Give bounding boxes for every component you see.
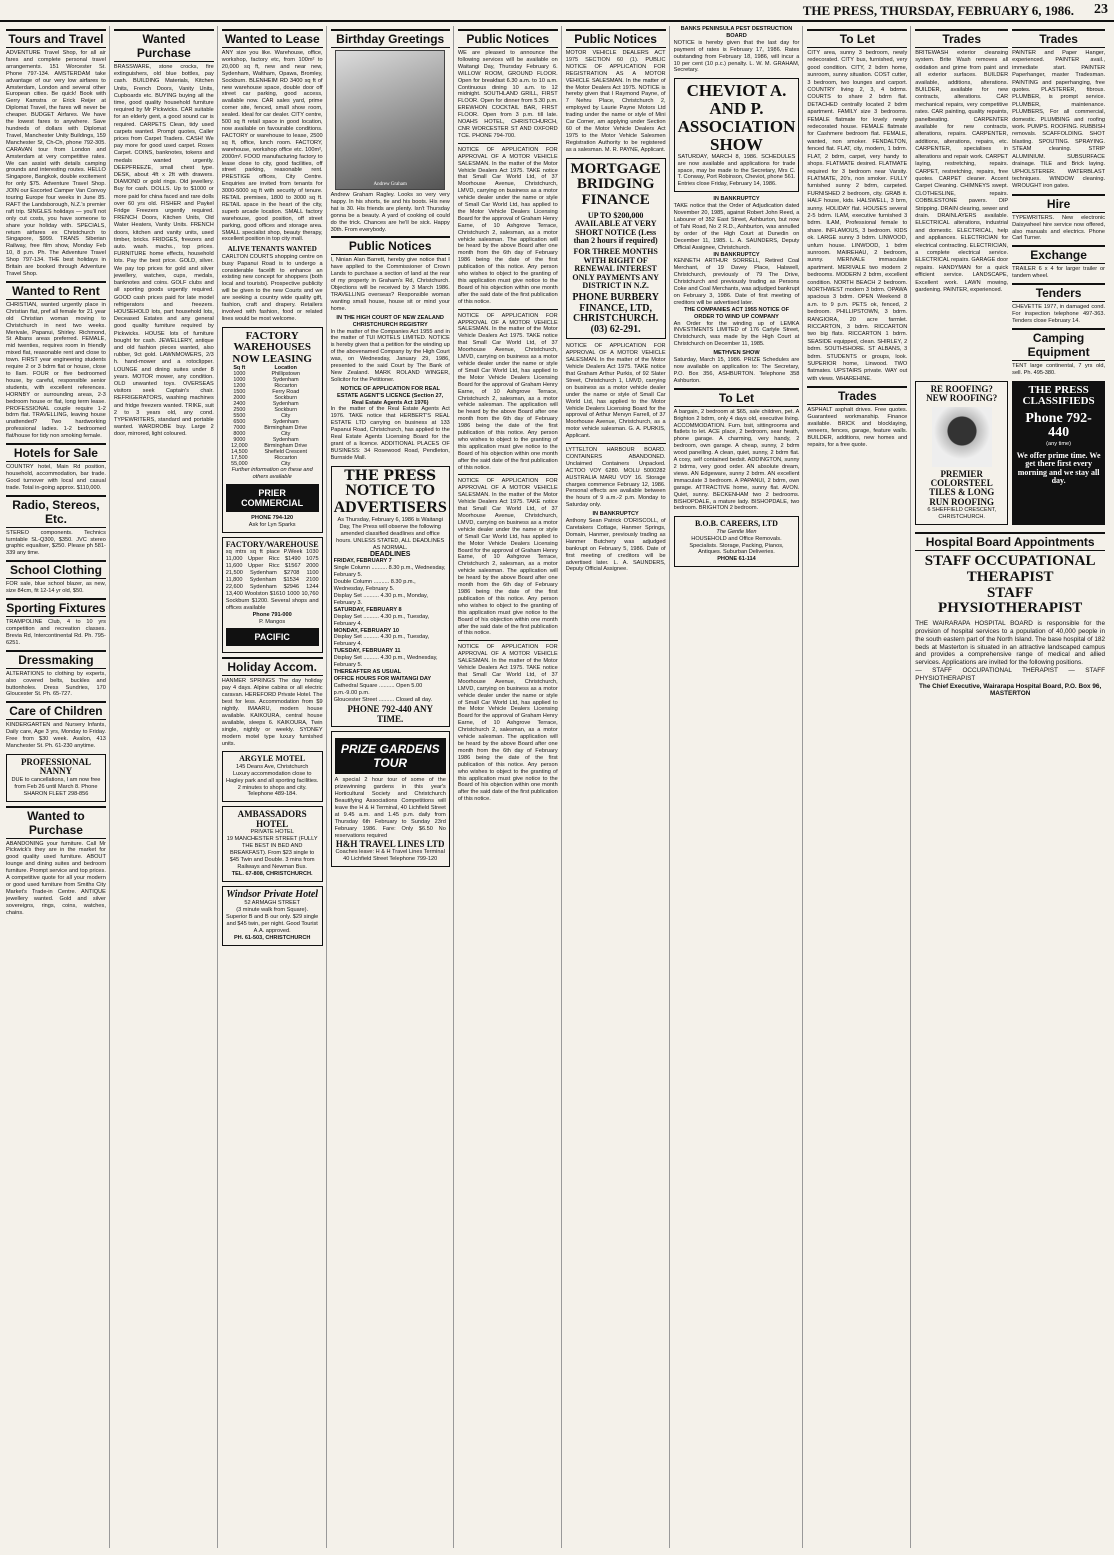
notice-text: As Thursday, February 6, 1986 is Waitangi Day, The Press will observe the following amended classified deadlines and office hours. UNLESS STATED, ALL DEADLINES AS NORMAL. bbox=[336, 517, 445, 551]
factory-cell: Birmingham Drive bbox=[264, 443, 308, 450]
nanny-heading: PROFESSIONAL NANNY bbox=[20, 756, 91, 777]
section-heading-lease: Wanted to Lease bbox=[222, 29, 323, 48]
factory-cell: 1000 bbox=[233, 377, 246, 384]
hh-logo: H&H TRAVEL LINES LTD bbox=[335, 838, 445, 849]
motor-notice-text-repeat-2: NOTICE OF APPLICATION FOR APPROVAL OF A MOTOR VEHICLE SALESMAN. In the matter of the Motor Vehicle Dealers Act 1975. TAKE notice that Small Car World Ltd, of 37 Moorhouse Avenue, Christchurch, LMVD, carrying on business as a motor vehicle dealer under the name or style of Small Car World Ltd, has applied to the Motor Vehicle Dealers Licensing Board for the approval of Graham Henry Earne, of 10 Ashgrove Terrace, Christchurch 2, salesman, as a motor vehicle salesman. The application will be heard by the above Board after one month from the 6th day of February 1986 being the date of the first publication of this notice. Any person who wishes to object to the granting of this application must give notice to the Board of his objection within one month after the said date of the first publication of this notice. bbox=[457, 478, 558, 637]
factory-cell: Sydenham bbox=[272, 419, 299, 426]
bankruptcy-heading-2: IN BANKRUPTCY bbox=[713, 196, 760, 203]
bob-tagline: The Gentle Men bbox=[716, 528, 757, 535]
to-let-listings-2: CITY area, sunny 3 bedroom, newly redecorated. CITY bus, furnished, very good condition. CITY, 2 bdrm home, sunroom, sunny situation. COST cutter, 3 bedroom, two lounges and carport. COUNTRY living 2, 3, 4 bdrms. COURTS to share 2 bdrm flat. DETACHED centrally located 2 bdrm apartment. FAMILY size 3 bedrooms. FEMALE flatmate for lovely newly redecorated house. FEMALE flatmate for Cashmere bedroom flat. FEMALE, wanted, non smoker. FENDALTON, fenced flat. FLAT, city, modern, 1 bdrm. FLAT, 2 bdrm, carpet, very handy to shops. FLATMATE desired. FLATMATE required for 3 bedroom near Varsity. FLATMATE, 20's, non smoker. FULLY furnished sunny 2 bdrm, carpeted. FURNISHED 2 bedroom, city. GRAB it. HALF house, kids. HALSWELL, 3 brm, sunny. HOLIDAY flat. HOUSES several 2-5 bdrm. ILAM, executive furnished 3 bdrm. ILAM, Professional female to share. INFLAMOUS, 3 bedroom. KIDS ok. LARGE sunny 3 bdrm. LINWOOD, unfurn house. LINWOOD, 1 bdrm sunroom. MAIREHAU, 2 bedroom, sunny. MERIVALE immaculate apartment. MERIVALE two modern 2 bedrooms. MODERN 2 bdrm, excellent condition. NORTH BEACH 2 bedroom. NORTHWEST modern 3 bdrm. OPAWA spacious 3 bdrm. OPEN Weekend 8 a.m. to 9 p.m. PETS ok, fenced, 2 bedroom. PHILLIPSTOWN, 3 bdrm. RANGIORA, 20 acre farmlet. RICCARTON, 3 bdrm. RICCARTON two big flats. RICCARTON 1 bdrm. SEASIDE equipped, clean. SHIRLEY, 2 bdrm. SOUTHSHORE. ST ALBANS, 3 bdrm. STUDENTS or groups, look. SUPERIOR home, Linwood. TWO flatmates. UPSTAIRS private. WAY out with views. WHAREHINE. bbox=[807, 50, 908, 382]
deadline-line: Display Set .......... 4.30 p.m., Wednesday, February 5. bbox=[333, 655, 438, 669]
factory-table bbox=[226, 365, 319, 467]
classifieds-text: We offer prime time. We get there first every morning and we stay all day. bbox=[1016, 451, 1101, 486]
real-estate-heading: NOTICE OF APPLICATION FOR REAL ESTATE AGENT'S LICENCE (Section 27, Real Estate Agents Act 1976) bbox=[337, 385, 444, 406]
real-estate-text: In the matter of the Real Estate Agents Act 1976. TAKE notice that HERBERT'S REAL ESTATE LTD carrying on business at 133 Papanui Road, Christchurch, has applied to the Real Estate Agents Licensing Board for the grant of a licence. ADDITIONAL PLACES OF BUSINESS: 34 Rosewood Road, Pendleton, Burnside Mall. bbox=[330, 406, 450, 461]
section-heading-radio: Radio, Stereos, Etc. bbox=[6, 495, 106, 528]
factory-cell: City bbox=[281, 413, 291, 420]
divider bbox=[458, 640, 558, 641]
deadline-line: MONDAY, FEBRUARY 10 bbox=[333, 627, 399, 634]
deadline-line: Cathedral Square .......... Open 5.00 p.m.-9.00 p.m. bbox=[333, 682, 423, 696]
methven-text: Saturday, March 15, 1986. PRIZE Schedules are now available on application to: The Secretary, P.O. Box 356, ASHBURTON. Telephone 358 Ashburton. bbox=[673, 357, 800, 384]
prier-contact: Ask for Lyn Sparks bbox=[248, 522, 296, 529]
section-heading-care: Care of Children bbox=[6, 701, 106, 720]
section-heading-hospital: Hospital Board Appointments bbox=[915, 532, 1105, 551]
classifieds-anytime: (any time) bbox=[1046, 441, 1072, 448]
factory-col-sqft: Sq ft bbox=[233, 365, 246, 372]
section-heading-to-let-2: To Let bbox=[807, 29, 907, 48]
column-3 bbox=[222, 26, 327, 1548]
prize-heading: PRIZE GARDENS TOUR bbox=[335, 738, 446, 774]
staff-physio-heading: STAFF PHYSIOTHERAPIST bbox=[938, 584, 1083, 617]
bankruptcy-text: Anthony Sean Patrick O'DRISCOLL, of Caretakers Cottage, Hanmer Springs, Domain, Hanmer, previously trading as Hanmer Butchery was adjudged bankrupt on February 5, 1986. Date of first meeting of creditors will be advertised later. L. A. SAUNDERS, Deputy Official Assignee. bbox=[565, 518, 666, 573]
column-9 bbox=[915, 26, 1108, 1548]
alive-text: CARLTON COURTS shopping centre on busy Papanui Road is to undergo a considerable facelift to enhance an existing new concept for shoppers (both local and tourists). Prospective publicity will be given to the new Courts and we are seeking a country wide quality gift, fashion, craft and drapery. Retailers involved with fashion, food or related lines would be most welcome. bbox=[221, 253, 323, 322]
column-4 bbox=[331, 26, 454, 1548]
deadline-line: OFFICE HOURS FOR WAITANGI DAY bbox=[333, 675, 432, 682]
exchange-listings: TRAILER 6 x 4 for larger trailer or tandem wheel. bbox=[1012, 266, 1106, 280]
purchase-listings: ABANDONING your furniture. Call Mr Pickwick's they are in the market for good quality used furniture. ABOUT lounge and dining suites and bedroom furniture. Prompt service and top prices. A competitive quote for all your modern or good used furniture from Smiths City Market's Trade-in Centre. ANTIQUE jewellery wanted. Gold and silver sovereigns, rings, coins, watches, chains. bbox=[6, 840, 106, 916]
public-notice-text: I, Ninian Alan Barrett, hereby give notice that I have applied to the Commissioner of Crown Lands to purchase a section of land at the rear of my property in Graham's Rd, Christchurch. Objections will be received by 3 March 1986. TRAVELLING overseas? Responsible woman wanting small house, house sit or mind your home. bbox=[330, 257, 450, 312]
bankruptcy-heading: IN BANKRUPTCY bbox=[592, 511, 639, 518]
holiday-listings: HANMER SPRINGS The day holiday pay 4 days. Alpine cabins or all electric caravan. HEREFORD Private Hotel. The best for less. Accommodation from $9 nightly. IMAARU, modern house available. KAIKOURA, central house available, sleeps 6. KAIKOURA, Twin single, nightly or weekly. SYDNEY modern motel type luxury furnished units. bbox=[221, 678, 323, 747]
deadline-line: THEREAFTER AS USUAL bbox=[333, 668, 402, 675]
factory-cell: 2500 bbox=[233, 407, 246, 414]
factory-cell: 1500 bbox=[233, 389, 246, 396]
premier-roofing-ad bbox=[915, 381, 1008, 525]
tenders-listings: CHEVETTE 1977, in damaged cond. For inspection telephone 497-363. Tenders close February 14. bbox=[1012, 304, 1106, 324]
factory-cell: 1000 bbox=[233, 371, 246, 378]
photo-caption: Andrew Graham bbox=[373, 182, 407, 187]
radio-listings: STEREO components. Technics turntable SL-Q300, $350. JVC stereo graphic equaliser, $250. Please ph 581-339 any time. bbox=[6, 529, 106, 557]
ambassadors-text: 19 MANCHESTER STREET (FULLY THE BEST IN BED AND BREAKFAST). From $23 single to $45 Twin and Double. 3 mins from Railways and Newman Bus. bbox=[226, 836, 318, 870]
notice-heading: NOTICE TO ADVERTISERS bbox=[333, 482, 447, 517]
prier-logo: PRIER COMMERCIAL bbox=[226, 484, 319, 512]
care-listings: KINDERGARTEN and Nursery Infants, Daily care, Age 3 yrs, Monday to Friday. Free from $30 week. Avalon, 413 Manchester St. Ph. 61-230 anytime. bbox=[6, 722, 106, 750]
section-heading-tours: Tours and Travel bbox=[6, 29, 106, 48]
argyle-address: 145 Deans Ave, Christchurch bbox=[235, 763, 309, 770]
bob-text: HOUSEHOLD and Office Removals. Specialists. Storage, Packing, Pianos, Antiques. Suburban Deliveries. bbox=[689, 535, 784, 556]
factory-cell: Riccarton bbox=[274, 455, 298, 462]
deadline-line: Display Set .......... 4.30 p.m., Tuesday, February 4. bbox=[333, 613, 430, 627]
notice-advertisers-ad bbox=[331, 466, 450, 728]
bob-careers-ad bbox=[674, 516, 800, 567]
column-6 bbox=[566, 26, 670, 1548]
factory-cell: Sydenham bbox=[272, 437, 299, 444]
factory-cell: 14,500 bbox=[231, 449, 248, 456]
section-heading-hotels: Hotels for Sale bbox=[6, 443, 106, 462]
factory-cell: 8000 bbox=[233, 431, 246, 438]
factory-cell: Birmingham Drive bbox=[264, 425, 308, 432]
motor-notice-text: NOTICE OF APPLICATION FOR APPROVAL OF A MOTOR VEHICLE SALESMAN. In the matter of the Motor Vehicle Dealers Act 1975. TAKE notice that Small Car World Ltd, of 37 Moorhouse Avenue, Christchurch, LMVD, carrying on business as a motor vehicle dealer under the name or style of Small Car World Ltd, has applied to the Motor Vehicle Dealers Licensing Board for the approval of Graham Henry Earne, of 10 Ashgrove Terrace, Christchurch 2, salesman, as a motor vehicle salesman. The application will be heard by the above Board after one month from the 6th day of February 1986 being the date of the first publication of this notice. Any person who wishes to object to the granting of this application must give notice to the Board of his objection within one month after the said date of the first publication of this notice. bbox=[457, 146, 558, 305]
hotels-listings: COUNTRY hotel, Main Rd position, household, accommodation, bar trade. Good turnover with local and casual trade. Total in-going approx. $110,000. bbox=[6, 464, 106, 491]
deadline-line: TUESDAY, FEBRUARY 11 bbox=[333, 648, 401, 655]
factory-cell: City bbox=[281, 461, 291, 468]
divider bbox=[458, 309, 558, 310]
birthday-text: Andrew Graham Ragley. Looks so very very happy. In his shorts, tie and his boots. His new hat is 30. His friends are plenty. Isn't Thursday gonna be a beauty. A yard of cooking oil could do the trick. Chances are he'll be sick. Happy 30th. From everybody. bbox=[330, 192, 450, 233]
column-5 bbox=[458, 26, 562, 1548]
deadline-line: Display Set .......... 4.30 p.m., Monday, February 3. bbox=[333, 592, 428, 606]
bankruptcy-text-3: KENNETH ARTHUR SORRELL, Retired Coal Merchant, of 19 Davey Place, Halswell, Christchurch, previously of 79 The Drive, Christchurch and previously trading as Persons Coke and Coal Merchants, was adjudged bankrupt on February 3, 1986. Date of first meeting of creditors will be advertised later. bbox=[673, 258, 800, 306]
deadline-line: SATURDAY, FEBRUARY 8 bbox=[333, 606, 402, 613]
bankruptcy-heading-3: IN BANKRUPTCY bbox=[713, 251, 760, 258]
ambassadors-sub: PRIVATE HOTEL bbox=[250, 829, 294, 836]
divider bbox=[458, 474, 558, 475]
hire-listings: TYPEWRITERS. New electronic Daisywheel hire service now offered, also manuals and electrics. Phone Carl Turner. bbox=[1012, 214, 1106, 242]
to-let-listings: A bargain, 2 bedroom at $65, sale children, pet. A Brighton 2 bdrm, only 4 days old, executive living. ACCOMMODATION. Furn. bsit, sittingrooms and flatlets to let. ACE place, 2 bedroom, sear heath, phone garage. A charming, very handy, 2 bedroom, own garage. A cheap, sunny, 2 bdrm wood panelling. A clean, quiet, sunny, 2 bdrm flat. A cosy, self contained bedsit. ADDINGTON, sunny 2 bdrms, very good order. AN absolute dream, views. AN Edgeware, sunny 2 bdrm. AN excellent immaculate 3 bedroom. A PAPANUI, 2 bdrm, own garage. ATTRACTIVE home, sunny flat. AVON. Quiet, sunny. BECKENHAM two 2 bedrooms. BISHOPDALE, a mature lady. BISHOPDALE, two bedroom. BRIGHTON 2 bedroom. bbox=[673, 408, 800, 512]
section-heading-trades-2: Trades bbox=[915, 29, 1008, 48]
public-notices-text: WE are pleased to announce the following services will be available on Waitangi Day, Thursday February 6. WILLOW ROOM, GROUND FLOOR. Open for breakfast 6.30 a.m. to 10 a.m. Continuous dining 10 a.m. to 12 midnight. SOUTHLAND GRILL, FIRST FLOOR. Open for dinner from 5.30 p.m. EREWHON COCKTAIL BAR, FIRST FLOOR. Open from 3 p.m. till late. NOAHS HOTEL, CHRISTCHURCH, CNR WORCESTER ST AND OXFORD TCE. PHONE 794-700. bbox=[457, 50, 558, 139]
divider bbox=[458, 143, 558, 144]
trades-subcol-1 bbox=[915, 26, 1008, 377]
cheviot-text: SATURDAY, MARCH 8, 1986. SCHEDULES are now available and applications for trade space, may be made to the Secretary, Mrs C. T. Conway, Port Robinson, Cheviot, phone 561. Entries close Friday, February 14, 1986. bbox=[677, 153, 796, 188]
prize-gardens-ad bbox=[331, 731, 450, 866]
wanted-rent-listings: CHRISTIAN, wanted urgently place in Christian flat, pref all female for 21 year old Christian woman moving to Christchurch in next two weeks. Merivale, Papanui, Shirley. Richmond, St Albans areas preferred. FEMALE, mid twenties, requires room in friendly mixed flat, reasonable rent and close to town. FIRST year engineering students require 2 or 3 bdrm flat or house, close to Ilam. FOUR or five bedroomed house, by careful, responsible senior students, with excellent references. HORNBY or surrounding areas, 2-3 bedroom house or flat, long term lease. PROFESSIONAL couple require 1-2 bdrm flat. TRAVELLING, leaving house unattended? Two hardworking professional ladies. 1-2 bedroomed flat/house for tidy non smoking female. bbox=[6, 301, 106, 440]
methven-heading: METHVEN SHOW bbox=[713, 350, 760, 357]
section-heading-wanted-purchase: Wanted Purchase bbox=[114, 29, 214, 62]
premier-name: PREMIER COLORSTEEL TILES & LONG RUN ROOFING bbox=[929, 468, 995, 507]
column-7 bbox=[674, 26, 804, 1548]
salesman-notice: MOTOR VEHICLE DEALERS ACT 1975 SECTION 60 (1). PUBLIC NOTICE OF APPLICATION FOR REGISTRATION AS A MOTOR VEHICLE SALESMAN. In the matter of the Motor Dealers Act 1975. NOTICE is hereby given that I Raymond Payne, of 7 Nehru Place, Christchurch 2, employed by Laurie Payne Motors Ltd trading under the name or style of Mini Car Corner, am applying under Section 60 of the Motor Vehicle Dealers Act 1975 to the Motor Vehicle Salesmen Registration Authority to be registered as a salesman. M. R. PAYNE, Applicant. bbox=[565, 50, 666, 153]
trades-subcol-2 bbox=[1012, 26, 1105, 377]
factory-cell: Sockburn bbox=[274, 395, 298, 402]
windsor-heading: Windsor Private Hotel bbox=[226, 888, 319, 900]
harbour-board-notice: LYTTELTON HARBOUR BOARD. CONTAINERS ABANDONED. Unclaimed Containers Unpacked. ACTOO VOY 6280. MOLU 5000282 AUSTRALIA MARU VOY 16. Storage charges commence February 12, 1986. Personal effects are available between the hours of 9 a.m.-2 p.m. Monday to Saturday only. bbox=[565, 447, 666, 509]
section-heading-public-notices: Public Notices bbox=[331, 236, 450, 255]
companies-heading: THE COMPANIES ACT 1955 NOTICE OF ORDER TO WIND UP COMPANY bbox=[683, 306, 789, 320]
motor-notice-text-repeat-3: NOTICE OF APPLICATION FOR APPROVAL OF A MOTOR VEHICLE SALESMAN. In the matter of the Motor Vehicle Dealers Act 1975. TAKE notice that Small Car World Ltd, of 37 Moorhouse Avenue, Christchurch, LMVD, carrying on business as a motor vehicle dealer under the name or style of Small Car World Ltd, has applied to the Motor Vehicle Dealers Licensing Board for the approval of Graham Henry Earne, of 10 Ashgrove Terrace, Christchurch 2, salesman, as a motor vehicle salesman. The application will be heard by the above Board after one month from the 6th day of February 1986 being the date of the first publication of this notice. Any person who wishes to object to the granting of this application must give notice to the Board of his objection within one month after the said date of the first publication of this notice. bbox=[457, 644, 558, 803]
factory-cell: 5500 bbox=[233, 413, 246, 420]
section-heading-school: School Clothing bbox=[6, 560, 106, 579]
hospital-text: THE WAIRARAPA HOSPITAL BOARD is responsible for the provision of hospital services to a population of 40,000 people in the south eastern part of the North Island. The base hospital of 182 beds at Masterton is situated in an attractive landscaped campus and provides a comprehensive range of medical and allied services. Applications are invited for the following positions. bbox=[915, 620, 1106, 667]
classifieds-heading: THE PRESS CLASSIFIEDS bbox=[1022, 383, 1095, 408]
trades-double bbox=[915, 26, 1105, 377]
factory-cell: Riccarton bbox=[274, 383, 298, 390]
factory-cell: Sockburn bbox=[274, 407, 298, 414]
hh-sub: Coaches leave: H & H Travel Lines Terminal 40 Lichfield Street Telephone 799-120 bbox=[335, 848, 445, 862]
column-1 bbox=[6, 26, 110, 1548]
section-heading-camping: Camping Equipment bbox=[1012, 328, 1105, 361]
argyle-ad bbox=[222, 751, 323, 802]
divider bbox=[566, 443, 666, 444]
companies-text: An Order for the winding up of LEMKA INVESTMENTS LIMITED of 176 Carlyle Street, Christchurch, was made by the High Court at Christchurch on December 11, 1985. bbox=[673, 320, 800, 348]
burbery-contact: PHONE BURBERY FINANCE, LTD, CHRISTCHURCH. (03) 62-291. bbox=[572, 292, 659, 335]
argyle-heading: ARGYLE MOTEL bbox=[239, 754, 306, 764]
ambassadors-ad bbox=[222, 806, 323, 881]
trades-listings-2: BRITEWASH exterior cleansing system. Brite Wash removes all oxidation and grime from paint and all exterior surfaces. BUILDER available, additions, alterations. BUILDER, available for new contracts, alterations. CAR mechanical repairs, very competitive rates. CAR painting, quality repaints, panelbeating. CARPENTER available for new contracts, alterations, repairs. CARPENTER, additions, alterations, repairs, etc. CARPENTER, specialises in alterations and repair work. CARPET laying, restretching, repairs. CARPET, restretching, repairs, free quotes. CARPET cleaner. Accent Carpet Cleaning. CHIMNEYS swept. CLOTHESLINE, repairs. COBBLESTONE pavers. DIP Stripping. DRAIN clearing, sewer and drain. DRAINLAYERS available. ELECTRICAL alterations, industrial and domestic. ELECTRICAL, help and appliances. ELECTRICIAN for electrical contracting. ELECTRICIAN, a complete electrical service. ELECTRICAL repairs. GARAGE door repairs. HANDYMAN for a quick efficient service. LANDSCAPE, Excellent work. LAWN mowing, gardening. PAINTER, experienced. bbox=[915, 50, 1009, 293]
bankruptcy-text-2: TAKE notice that the Order of Adjudication dated November 20, 1985, against Robert John Reed, a Labourer of 352 East Street, Ashburton, but now of Tahi Road, No 2 R.D., Ashburton, was annulled by order of the High Court at Dunedin on December 11, 1985. L. A. SAUNDERS, Deputy Official Assignee, Christchurch. bbox=[673, 203, 800, 251]
section-heading-hire: Hire bbox=[1012, 194, 1105, 213]
prier-phone: PHONE 794-120 bbox=[251, 515, 294, 522]
deadlines-list bbox=[334, 558, 447, 703]
classifieds-columns bbox=[6, 26, 1108, 1548]
purkis-notice: NOTICE OF APPLICATION FOR APPROVAL OF A MOTOR VEHICLE SALESMAN. In the matter of the Motor Vehicle Dealers Act 1975. TAKE notice that Graham Arthur Purkis, of 92 Slater Street, Christchurch 1, LMVD, carrying on business as a motor vehicle dealer under the name or style of Small Car World Ltd, has applied to the Motor Vehicle Dealers Licensing Board for the approval of Arthur Mervyn Farrell, of 37 Moorhouse Avenue, Christchurch, as a motor vehicle salesman. G. A. PURKIS, Applicant. bbox=[565, 343, 666, 440]
column-2 bbox=[114, 26, 218, 1548]
wanted-purchase-listings: BRASSWARE, stone crocks, fire extinguishers, old blue bottles, pay cash. BUILDING Materials, Kitchen Units, French Doors, Vanity Units, Cupboards etc. BUYING buying all the time, good quality household furniture required by Mr Pickwicks. CAR suitable for an elderly gent, a good sound car is required. CARPETS Clean, tidy used carpets wanted. Prompt quotes, Caller prices from Carpet Traders. CASH! We pay more for good used carpet. Roses Carpet. COINS, banknotes, tokens and medals wanted urgently. DEEPFREEZE, small chest type. DESK, about 4ft x 2ft with drawers. DIAMOND or gold rings. Old jewellery. Buy for cash. DOLLS. Up to $1000 or more paid for china faced and rare dolls over 60 yrs old. FISHER and Paykel Fridge Freezers urgently required. FRENCH Doors, Kitchen Units, Old Water Heaters, Vanity Units. FRENCH doors, kitchen and vanity units, used timber, bricks. FRIDGES, freezers and auto. wash. machs., top prices. FURNITURE home effects, household lots. Pay the best price. GOLD, silver. We pay top prices for gold and silver jewellery, watches, cups, medals, banknotes and coins. GOLF clubs and all sporting goods urgently required. GOOD cash prices paid for late model refrigerators and freezers. HOUSEHOLD lots, part household lots, Deceased Estates and any general good quality furniture required by Pickwicks. HOUSE lots of furniture bought for cash. JEWELLERY, antique and old fashion pieces wanted, also rubber, 9ct gold. LAWNMOWERS, 2/3 h. hand-mower and a rotoclipper. LOUNGE and dining suites under 8 years. MOTOR mower, any condition. OLD unwanted toys. OVERSEAS visitors seek Captain's chair. REFRIGERATORS, washing machines and fridge freezers wanted. TRIKE, suit 2 to 3 years old, any cond. TYPEWRITERS, standard and portable wanted. WARDROBE buy. Large 2 door, mirrored, light coloured. bbox=[113, 64, 214, 438]
court-heading: IN THE HIGH COURT OF NEW ZEALAND CHRISTCHURCH REGISTRY bbox=[336, 314, 444, 328]
mortgage-heading: MORTGAGE BRIDGING FINANCE bbox=[570, 160, 661, 209]
section-heading-wanted-rent: Wanted to Rent bbox=[6, 281, 106, 300]
fw-heading: FACTORY/WAREHOUSE bbox=[225, 540, 319, 550]
notice-phone: PHONE 792-440 ANY TIME. bbox=[347, 704, 433, 724]
section-heading-tenders: Tenders bbox=[1012, 283, 1105, 302]
factory-ad bbox=[222, 327, 323, 533]
premier-address: 6 SHEFFIELD CRESCENT, CHRISTCHURCH. bbox=[927, 507, 997, 521]
nanny-ad bbox=[6, 754, 106, 802]
masthead bbox=[0, 0, 1114, 22]
factory-cell: 9000 bbox=[233, 437, 246, 444]
tours-listings: ADVENTURE Travel Shop, for all air fares and complete personal travel arrangements. 151 Worcester St. Phone 797-134. AMSTERDAM take advantage of our very low airfares to Amsterdam, London and several other European cities. Be quick! Book with Gerry Kamstra or Erick Reijer at Diplomat Travel, the fares will never be cheaper. BUDGET Airfares. We have the lowest fares to anywhere. Save hundreds of dollars with Diplomat Travel, Manchester Unity Buildings, 159 Manchester St, Ch-Ch, phone 792-305. CARAVAN tour from London and Amsterdam at very competitive rates. We can assist with details camping grounds and interesting routes. HELLO Singapore, Bangkok, double excitement for only $75. Adventure Travel Shop. JOIN our Escorted Camper Van Convoy touring Europe four weeks in June 85. RAFT the Landsborough, N.Z.'s premier raft trip. SINGLES holidays — you'll not only cut costs, you have someone to share your holiday with. SPECIALS, return airfares ex Christchurch to Singapore, $999. TRANS Siberian Railway, free film show, Monday Feb 10, 8 p.m. Ph. The Adventure Travel Shop 797-134. THE best holidays in Britain are booked through Adventure Travel Shop. bbox=[6, 50, 106, 277]
staff-ot-heading: STAFF OCCUPATIONAL THERAPIST bbox=[924, 553, 1096, 585]
factory-footer: Further information on these and others available bbox=[231, 467, 313, 481]
prize-text: A special 2 hour tour of some of the prizewinning gardens in this year's Horticultural Society and Christchurch Beautifying Associations Competitions will leave the H & H Terminal, 40 Lichfield Street at 9.45 a.m. and 1.45 p.m. daily from Thursday 6th February to Sunday 23rd February 1986. Fare: Only $6.50 No reservations required bbox=[334, 777, 446, 839]
trades-listings-3: PAINTER and Paper Hanger, experienced. PAINTER avail., immediate start. PAINTER Paperhanger, master Tradesman. PAINTING and paperhanging, free quotes. PLASTERER, fibrous. PLUMBER, is prompt service. PLUMBER, maintenance. PLUMBERS, For all commercial, domestic. PLUMBING and roofing work. PUMPS. ROOFING. RUBBISH removals. SCAFFOLDING. SHOT blasting. SPOUTING. SPRAYING. STEAM cleaning. STRIP ALUMINIUM. SUBSURFACE drainage. TILE and Brick laying. UPHOLSTERER. WATERBLAST techniques. WINDOW cleaning. WROUGHT iron gates. bbox=[1012, 50, 1106, 190]
factory-cell: 17,500 bbox=[231, 455, 248, 462]
press-classifieds-ad bbox=[1012, 381, 1105, 525]
deadline-line: Gloucester Street .......... Closed all day. bbox=[333, 696, 433, 703]
factory-warehouse-ad bbox=[222, 537, 323, 653]
mortgage-subheading: UP TO $200,000 AVAILABLE AT VERY SHORT NOTICE (Less than 2 hours if required) bbox=[573, 210, 658, 246]
factory-cell: Sydenham bbox=[272, 377, 299, 384]
factory-cell: Phillipstown bbox=[271, 371, 300, 378]
ads-row bbox=[915, 377, 1105, 529]
section-heading-public-notices-3: Public Notices bbox=[566, 29, 666, 48]
factory-cell: 1200 bbox=[233, 383, 246, 390]
fw-text: sq mtrs sq ft place P.Week 1030 11,000 Upper Ricc $1490 1075 11,600 Upper Ricc $1567 2000 21,500 Sydenham $2708 1100 11,800 Sydenham $1534 2100 22,600 Sydenham $2946 1244 13,400 Woolston $1610 1000 10,760 Sockburn $1200. Several shops and offices available bbox=[225, 549, 319, 611]
banks-heading: BANKS PENINSULA PEST DESTRUCTION BOARD bbox=[680, 26, 793, 39]
section-heading-birthday: Birthday Greetings bbox=[331, 29, 450, 48]
section-heading-exchange: Exchange bbox=[1012, 245, 1105, 264]
factory-cell: City bbox=[281, 431, 291, 438]
fw-contact: P. Mangos bbox=[259, 618, 286, 625]
roofing-heading: RE ROOFING? NEW ROOFING? bbox=[926, 383, 998, 404]
the-press-logo: THE PRESS bbox=[344, 467, 437, 484]
cheviot-heading: CHEVIOT A. AND P. ASSOCIATION SHOW bbox=[677, 81, 796, 154]
section-heading-to-let: To Let bbox=[674, 388, 800, 407]
section-heading-trades: Trades bbox=[807, 386, 907, 405]
mortgage-ad bbox=[566, 158, 666, 340]
windsor-tel: PH. 61-503, CHRISTCHURCH bbox=[233, 934, 311, 941]
cheviot-show-ad bbox=[674, 78, 800, 192]
birthday-photo bbox=[335, 50, 445, 190]
newspaper-dateline: THE PRESS, THURSDAY, FEBRUARY 6, 1986. bbox=[802, 3, 1074, 18]
trades-listings: ASPHALT asphalt drives. Free quotes. Guaranteed workmanship. Finance available. BRICK and blocklaying, veneers, fences, garage, feature walls. BUILDER, additions, new homes and repairs, for a free quote. bbox=[807, 407, 908, 448]
deadlines-heading: DEADLINES bbox=[369, 550, 411, 558]
bob-heading: B.O.B. CAREERS, LTD bbox=[695, 519, 778, 529]
ambassadors-heading: AMBASSADORS HOTEL bbox=[237, 809, 307, 829]
section-heading-public-notices-2: Public Notices bbox=[458, 29, 558, 48]
factory-cell: Ferry Road bbox=[272, 389, 300, 396]
fw-phone: Phone 791-000 bbox=[252, 611, 292, 618]
section-heading-holiday: Holiday Accom. bbox=[222, 657, 323, 676]
factory-cell: Sydenham bbox=[272, 401, 299, 408]
deadline-line: Display Set .......... 4.30 p.m., Tuesday, February 4. bbox=[333, 634, 430, 648]
hospital-positions: — STAFF OCCUPATIONAL THERAPIST — STAFF PHYSIOTHERAPIST bbox=[915, 666, 1106, 682]
factory-cell: 7000 bbox=[233, 425, 246, 432]
school-listings: FOR sale, blue school blazer, as new, size 84cm, fit 12-14 yr old, $50. bbox=[6, 581, 106, 595]
mortgage-text: FOR THREE MONTHS WITH RIGHT OF RENEWAL INTEREST ONLY PAYMENTS ANY DISTRICT IN N.Z. bbox=[572, 247, 659, 290]
page-number: 23 bbox=[1094, 2, 1108, 17]
alive-heading: ALIVE TENANTS WANTED bbox=[227, 245, 317, 254]
pacific-logo: PACIFIC bbox=[226, 628, 319, 646]
section-heading-sport: Sporting Fixtures bbox=[6, 598, 106, 617]
windsor-text: (3 minute walk from Square). Superior B and B our only. $29 single and $45 twin, per night. Good Tourist A.A. approved. bbox=[226, 907, 319, 934]
argyle-text: Luxury accommodation close to Hagley park and all sporting facilities. 2 minutes to shops and city. Telephone 489-184. bbox=[226, 770, 319, 798]
court-text: In the matter of the Companies Act 1955 and in the matter of TUI MOTELS LIMITED. NOTICE is hereby given that a petition for the winding up of the abovenamed Company by the High Court was, on Wednesday, January 29, 1986, presented to the said Court by The Bank of New Zealand. MARK ROLAND WINGER, Solicitor for the Petitioner. bbox=[330, 328, 450, 383]
sport-listings: TRAMPOLINE Club, 4 to 10 yrs competition and recreation classes. Brevia Rd, Intercontinental Rd. Ph. 795-6251. bbox=[6, 619, 106, 646]
bob-phone: PHONE 61-114 bbox=[717, 556, 756, 563]
factory-cell: 55,000 bbox=[231, 461, 248, 468]
factory-heading: FACTORY WAREHOUSES NOW LEASING bbox=[232, 329, 312, 365]
deadline-line: Double Column .......... 8.30 p.m., Wednesday, February 5. bbox=[333, 579, 416, 593]
dress-listings: ALTERATIONS to clothing by experts, also covered belts, buckles and buttonholes. Dress Sundries, 170 Gloucester St. Ph. 65-727. bbox=[6, 670, 106, 698]
camping-listings: TENT large continental, 7 yrs old, sell. Ph. 495-380. bbox=[1012, 362, 1106, 376]
banks-text: NOTICE is hereby given that the last day for payment of rates is February 17, 1986. Rates outstanding from February 18, 1986, will incur a 10 per cent (10 p.c.) penalty. L. W. M. GRAHAM, Secretary. bbox=[673, 39, 800, 74]
classifieds-phone: Phone 792-440 bbox=[1025, 410, 1092, 441]
windsor-address: 52 ARMAGH STREET bbox=[244, 900, 300, 907]
factory-col-location: Location bbox=[274, 365, 297, 372]
hospital-contact: The Chief Executive, Wairarapa Hospital Board, P.O. Box 96, MASTERTON bbox=[919, 682, 1102, 698]
factory-cell: Shefield Crescent bbox=[264, 449, 307, 456]
nanny-text: DUE to cancellations, I am now free from Feb 26 until March 8. Phone SHARON FLEET 298-856 bbox=[11, 776, 101, 797]
factory-cell: 12,000 bbox=[231, 443, 248, 450]
factory-cell: 2400 bbox=[233, 401, 246, 408]
deadline-line: FRIDAY, FEBRUARY 7 bbox=[333, 558, 392, 565]
windsor-ad bbox=[222, 886, 323, 946]
ambassadors-tel: TEL. 67-808, CHRISTCHURCH. bbox=[231, 870, 313, 877]
lease-listings: ANY size you like. Warehouse, office, workshop, factory etc, from 100m² to 20,000 sq ft, new and near new, Sydenham, Waltham, Opawa, Bromley, Sockburn. BLENHEIM RD 3400 sq ft of new warehouse space, double door off street car parking, good access, available now. CAR sales yard, prime corner site, fenced, small show room, sealed. Ideal for car dealer. CITY centre, 500 sq ft retail space in good location, now available on favourable conditions. FACTORY or warehouse to lease, 2500 sq ft, office, lunch room. FACTORY, warehouse, workshop office etc. 100m², 2000m². FOOD manufacturing factory to lease close to city, good facilities, off street parking, reasonable rent. PRESTIGE offices, City Centre. Enquiries are invited from tenants for 3000-5000 sq ft with security of tenure. RETAIL premises, 1800 to 3000 sq ft. RETAIL space in the heart of the city, superb arcade location. SMALL factory warehouse, good position, off street parking, good offices and storage area. SMALL specialist shop, beauty therapy, excellent position in top city mall. bbox=[221, 50, 323, 243]
section-heading-purchase: Wanted to Purchase bbox=[6, 806, 106, 839]
section-heading-dress: Dressmaking bbox=[6, 650, 106, 669]
factory-cell: 6500 bbox=[233, 419, 246, 426]
roofing-illustration bbox=[932, 407, 992, 467]
factory-cell: 2000 bbox=[233, 395, 246, 402]
motor-notice-text-repeat: NOTICE OF APPLICATION FOR APPROVAL OF A MOTOR VEHICLE SALESMAN. In the matter of the Motor Vehicle Dealers Act 1975. TAKE notice that Small Car World Ltd, of 37 Moorhouse Avenue, Christchurch, LMVD, carrying on business as a motor vehicle dealer under the name or style of Small Car World Ltd, has applied to the Motor Vehicle Dealers Licensing Board for the approval of Graham Henry Earne, of 10 Ashgrove Terrace, Christchurch 2, salesman, as a motor vehicle salesman. The application will be heard by the above Board after one month from the 6th day of February 1986 being the date of the first publication of this notice. Any person who wishes to object to the granting of this application must give notice to the Board of his objection within one month after the said date of the first publication of this notice. bbox=[457, 312, 558, 471]
section-heading-trades-3: Trades bbox=[1012, 29, 1105, 48]
deadline-line: Single Column .......... 8.30 p.m., Wednesday, February 5. bbox=[333, 565, 446, 579]
column-8 bbox=[807, 26, 911, 1548]
